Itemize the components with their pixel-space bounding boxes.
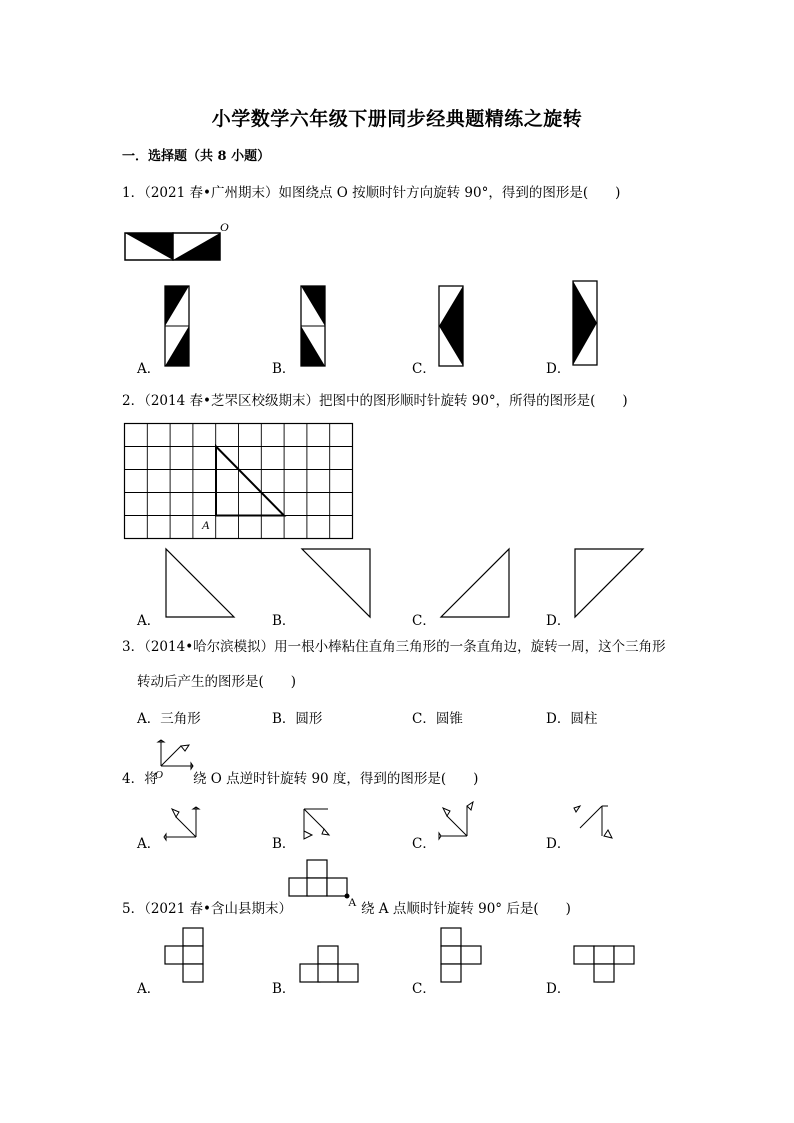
question-4-stem-suffix: 绕 O 点逆时针旋转 90 度，得到的图形是( ): [193, 771, 479, 787]
q1-option-d-label[interactable]: D．: [546, 361, 571, 377]
q4-point-o-label: O: [155, 769, 163, 781]
question-5-stem-prefix: 5．（2021 春•含山县期末）: [122, 901, 292, 917]
q2-option-a-figure[interactable]: [164, 547, 236, 619]
q3-option-b[interactable]: B．圆形: [272, 711, 323, 727]
q1-option-b-figure[interactable]: [299, 284, 329, 369]
page-title: 小学数学六年级下册同步经典题精练之旋转: [211, 108, 583, 130]
q1-option-d-figure[interactable]: [571, 279, 601, 369]
q2-option-c-figure[interactable]: [439, 547, 511, 619]
q2-grid-figure: [122, 420, 357, 540]
q1-option-c-label[interactable]: C．: [412, 361, 436, 377]
q5-option-d-figure[interactable]: [572, 944, 637, 989]
q5-option-c-figure[interactable]: [439, 926, 484, 991]
q1-option-c-figure[interactable]: [437, 284, 467, 369]
q5-option-a-figure[interactable]: [163, 926, 208, 991]
question-3-stem-line1: 3．（2014•哈尔滨模拟）用一根小棒粘住直角三角形的一条直角边，旋转一周，这个三角形: [122, 639, 666, 655]
q5-point-a-label: A: [348, 895, 357, 909]
section-heading: 一．选择题（共 8 小题）: [122, 149, 271, 164]
q5-figure: [287, 858, 362, 908]
q1-option-b-label[interactable]: B．: [272, 361, 296, 377]
q5-option-b-figure[interactable]: [298, 944, 363, 989]
q2-option-a-label[interactable]: A．: [137, 613, 161, 629]
q2-option-d-label[interactable]: D．: [546, 613, 571, 629]
q4-option-d-figure[interactable]: [572, 802, 616, 842]
question-1-stem: 1．（2021 春•广州期末）如图绕点 O 按顺时针方向旋转 90°，得到的图形是( ): [122, 185, 621, 201]
q4-option-a-label[interactable]: A．: [137, 836, 161, 852]
q2-point-a-label: A: [202, 518, 210, 532]
q3-option-d[interactable]: D．圆柱: [546, 711, 598, 727]
q4-figure: [155, 738, 195, 781]
q1-point-o-label: O: [220, 220, 229, 234]
question-5-stem-suffix: 绕 A 点顺时针旋转 90° 后是( ): [361, 901, 571, 917]
q4-option-c-figure[interactable]: [437, 800, 477, 840]
q5-option-a-label[interactable]: A．: [137, 981, 161, 997]
question-3-stem-line2: 转动后产生的图形是( ): [137, 674, 297, 690]
q1-option-a-figure[interactable]: [163, 284, 193, 369]
q3-option-a[interactable]: A．三角形: [137, 711, 201, 727]
q1-figure: [120, 220, 240, 265]
q4-option-c-label[interactable]: C．: [412, 836, 436, 852]
q2-option-c-label[interactable]: C．: [412, 613, 436, 629]
q1-option-a-label[interactable]: A．: [137, 361, 161, 377]
q4-option-a-figure[interactable]: [162, 805, 202, 845]
q5-option-b-label[interactable]: B．: [272, 981, 296, 997]
q2-option-b-figure[interactable]: [300, 547, 372, 619]
q4-option-b-label[interactable]: B．: [272, 836, 296, 852]
q3-option-c[interactable]: C．圆锥: [412, 711, 463, 727]
q2-option-d-figure[interactable]: [573, 547, 645, 619]
q4-option-d-label[interactable]: D．: [546, 836, 571, 852]
question-2-stem: 2．（2014 春•芝罘区校级期末）把图中的图形顺时针旋转 90°，所得的图形是( ): [122, 393, 628, 409]
q5-option-d-label[interactable]: D．: [546, 981, 571, 997]
q4-option-b-figure[interactable]: [298, 805, 338, 845]
question-4-stem-prefix: 4．将: [122, 771, 158, 787]
q2-option-b-label[interactable]: B．: [272, 613, 296, 629]
q5-option-c-label[interactable]: C．: [412, 981, 436, 997]
